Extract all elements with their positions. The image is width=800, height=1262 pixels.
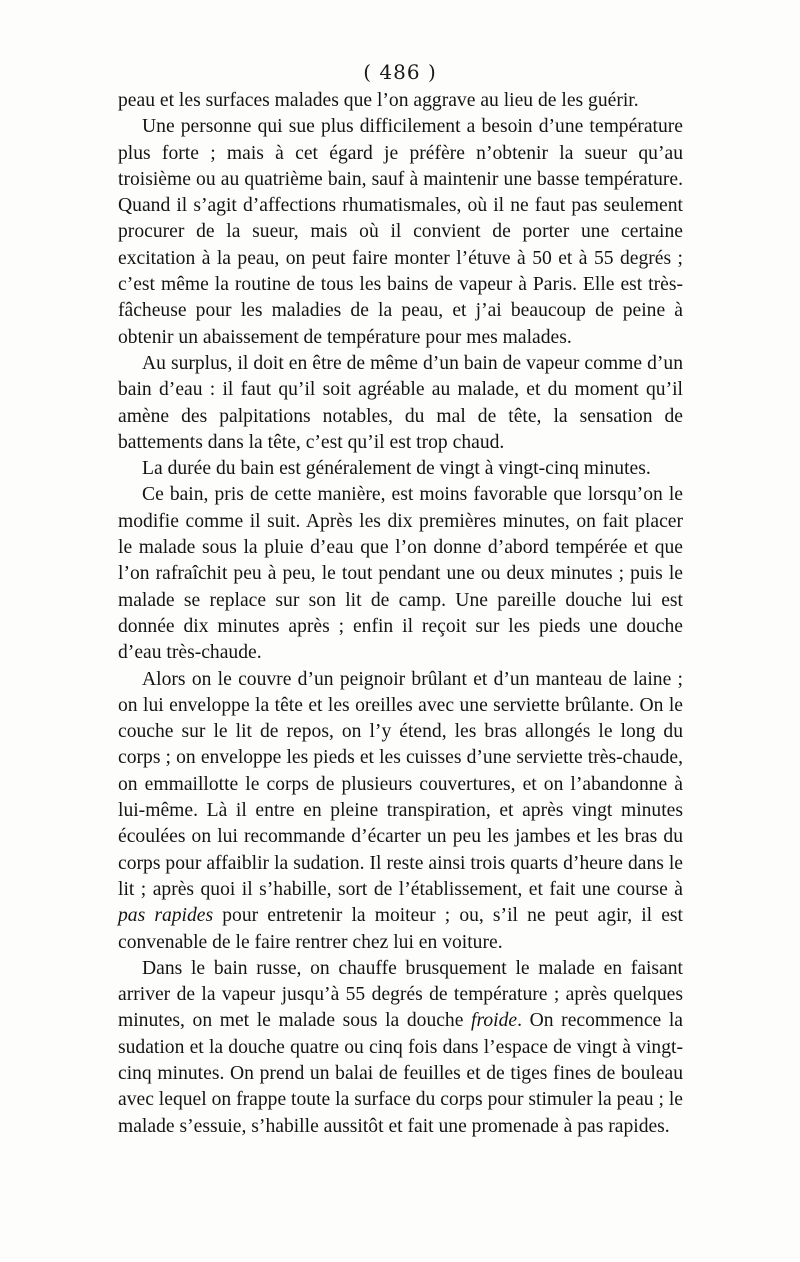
paragraph-wrapping-end: pour entretenir la moiteur ; ou, s’il ne peut agir, il est convenable de le faire rentrer chez lui en voiture. [118, 905, 683, 953]
paragraph-russian-emphasis: froide [471, 1010, 518, 1032]
paragraph-agreeable-bath: Au surplus, il doit en être de même d’un bain de vapeur comme d’un bain d’eau : il faut qu’il soit agréable au malade, et du moment qu’il amène des palpitations notables, du mal de tête, la sensation de battements dans la tête, c’est qu’il est trop chaud. [118, 352, 683, 453]
paragraph-russian-end: . On recommence la sudation et la douche quatre ou cinq fois dans l’espace de vingt à vingt-cinq minutes. On prend un balai de feuilles et de tiges fines de bouleau avec lequel on frappe toute la surface du corps pour stimuler la peau ; le malade s’essuie, s’habille aussitôt et fait une promenade à pas rapides. [118, 1010, 683, 1137]
page-number: ( 486 ) [363, 60, 437, 84]
body-text [118, 88, 683, 1140]
paragraph-continuation: peau et les surfaces malades que l’on aggrave au lieu de les guérir. [118, 90, 639, 111]
paragraph-wrapping-emphasis: pas rapides [118, 905, 214, 927]
paragraph-russian-text: Dans le bain russe, on chauffe brusquement le malade en faisant arriver de la vapeur jusqu’à 55 degrés de température ; après quelques minutes, on met le malade sous la douche [118, 957, 683, 1032]
paragraph-modified-bath: Ce bain, pris de cette manière, est moins favorable que lorsqu’on le modifie comme il suit. Après les dix premières minutes, on fait placer le malade sous la pluie d’eau que l’on donne d’abord tempérée et que l’on rafraîchit peu à peu, le tout pendant une ou deux minutes ; puis le malade se replace sur son lit de camp. Une pareille douche lui est donnée dix minutes après ; enfin il reçoit sur les pieds une douche d’eau très-chaude. [118, 484, 683, 664]
paragraph-wrapping-text: Alors on le couvre d’un peignoir brûlant et d’un manteau de laine ; on lui enveloppe la tête et les oreilles avec une serviette brûlante. On le couche sur le lit de repos, on l’y étend, les bras allongés le long du corps ; on enveloppe les pieds et les cuisses d’une serviette très-chaude, on emmaillotte le corps de plusieurs couvertures, et on l’abandonne à lui-même. Là il entre en pleine transpiration, et après vingt minutes écoulées on lui recommande d’écarter un peu les jambes et les bras du corps pour affaiblir la sudation. Il reste ainsi trois quarts d’heure dans le lit ; après quoi il s’habille, sort de l’établissement, et fait une course à [118, 668, 683, 900]
paragraph-duration: La durée du bain est généralement de vingt à vingt-cinq minutes. [142, 458, 651, 480]
paragraph-wrapping [118, 667, 683, 956]
paragraph-temperature: Une personne qui sue plus difficilement a besoin d’une température plus forte ; mais à cet égard je préfère n’obtenir la sueur qu’au troisième ou au quatrième bain, sauf à maintenir une basse température. Quand il s’agit d’affections rhumatismales, où il ne faut pas seulement procurer de la sueur, mais où il convient de porter une certaine excitation à la peau, on peut faire monter l’étuve à 50 et à 55 degrés ; c’est même la routine de tous les bains de vapeur à Paris. Elle est très-fâcheuse pour les maladies de la peau, et j’ai beaucoup de peine à obtenir un abaissement de température pour mes malades. [118, 116, 683, 348]
paragraph-russian-bath [118, 956, 683, 1140]
